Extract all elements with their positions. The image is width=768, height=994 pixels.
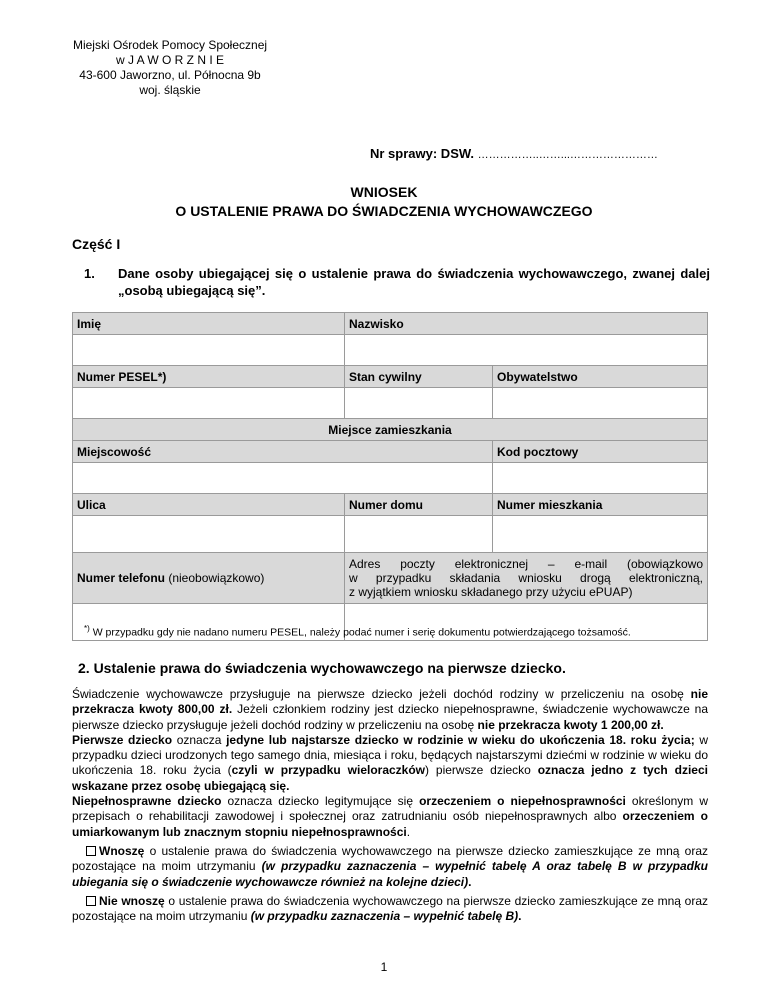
p1-text-c: Jeżeli członkiem rodziny jest dziecko niepełnosprawne, świadczenie wychowawcze na pierwsze dziecko przysługuje jeżeli dochód rodziny w przeliczeniu na osobę <box>72 702 709 732</box>
section-2-heading: 2. Ustalenie prawa do świadczenia wychowawczego na pierwsze dziecko. <box>78 660 566 676</box>
opt2-text-a: Nie wnoszę <box>99 893 165 908</box>
opt1-text-c: (w przypadku zaznaczenia – wypełnić tabelę A oraz tabelę B w przypadku ubiegania się o świadczenie wychowawcze również na kolejne dzieci) <box>72 859 709 889</box>
footnote-text: W przypadku gdy nie nadano numeru PESEL, należy podać numer i serię dokumentu potwierdzającego tożsamość. <box>89 626 631 639</box>
p3-text-c: orzeczeniem o niepełnosprawności <box>419 794 626 809</box>
section-1-number: 1. <box>84 266 95 281</box>
label-email-line-2: w przypadku składania wniosku drogą elektroniczną, <box>349 571 703 585</box>
header-line-1: Miejski Ośrodek Pomocy Społecznej <box>72 38 268 52</box>
opt2-text-d: . <box>518 909 522 924</box>
label-stan-cywilny: Stan cywilny <box>345 366 493 388</box>
input-obywatelstwo[interactable] <box>493 388 708 419</box>
p2-text-d: w przypadku dzieci urodzonych tego samego dnia, miesiąca i roku, będących najstarszymi dziećmi w rodzinie w wieku do ukończenia 18. roku życia ( <box>72 732 709 778</box>
p1-text-d: nie przekracza kwoty 1 200,00 zł. <box>477 717 664 732</box>
case-number-label: Nr sprawy: DSW. <box>370 146 475 161</box>
paragraph-disabled-child <box>72 794 708 840</box>
input-miejscowosc[interactable] <box>73 463 493 494</box>
case-number-field[interactable]: ……………..……...…………………… <box>477 149 658 161</box>
pesel-footnote <box>84 624 631 639</box>
institution-header <box>60 38 280 98</box>
input-numer-mieszkania[interactable] <box>493 516 708 553</box>
label-imie: Imię <box>73 313 345 335</box>
label-telefon-note: (nieobowiązkowo) <box>165 571 265 585</box>
p1-text-a: Świadczenie wychowawcze przysługuje na pierwsze dziecko jeżeli dochód rodziny w przeliczeniu na osobę <box>72 687 691 701</box>
opt2-text-b: o ustalenie prawa do świadczenia wychowawczego na pierwsze dziecko zamieszkujące ze mną oraz pozostające na moim utrzymaniu <box>72 893 708 924</box>
form-subtitle: O USTALENIE PRAWA DO ŚWIADCZENIA WYCHOWAWCZEGO <box>175 203 593 219</box>
paragraph-first-child <box>72 733 708 794</box>
paragraph-income <box>72 687 708 733</box>
input-nazwisko[interactable] <box>345 335 708 366</box>
input-numer-domu[interactable] <box>345 516 493 553</box>
case-number-line <box>370 146 658 161</box>
form-title: WNIOSEK <box>350 184 418 200</box>
label-obywatelstwo: Obywatelstwo <box>493 366 708 388</box>
part-heading: Część I <box>72 236 121 252</box>
option-request <box>72 844 708 890</box>
label-nazwisko: Nazwisko <box>345 313 708 335</box>
label-numer-mieszkania: Numer mieszkania <box>493 494 708 516</box>
p3-text-b: oznacza dziecko legitymujące się <box>221 794 420 809</box>
opt1-text-b: o ustalenie prawa do świadczenia wychowawczego na pierwsze dziecko zamieszkujące ze mną oraz pozostające na moim utrzymaniu <box>72 843 708 874</box>
section-1-text: Dane osoby ubiegającej się o ustalenie prawa do świadczenia wychowawczego, zwanej dalej „osobą ubiegającą się”. <box>118 266 710 298</box>
opt1-text-a: Wnoszę <box>99 843 145 858</box>
page-number: 1 <box>380 960 388 974</box>
input-ulica[interactable] <box>73 516 345 553</box>
header-line-3: 43-600 Jaworzno, ul. Północna 9b <box>79 68 261 82</box>
p2-text-c: jedyne lub najstarsze dziecko w rodzinie w wieku do ukończenia 18. roku życia; <box>226 732 695 747</box>
p3-text-a: Niepełnosprawne dziecko <box>72 794 222 809</box>
p3-text-f: . <box>406 824 411 839</box>
p2-text-g: oznacza jedno z tych dzieci wskazane przez osobę ubiegającą się. <box>72 763 708 793</box>
p2-text-a: Pierwsze dziecko <box>72 732 173 747</box>
label-email-line-1: Adres poczty elektronicznej – e-mail (obowiązkowo <box>349 557 703 571</box>
section-2-body <box>72 687 708 924</box>
checkbox-no-request[interactable] <box>86 896 96 906</box>
p1-text-b: nie przekracza kwoty 800,00 zł. <box>72 687 708 717</box>
p3-text-e: orzeczeniem o umiarkowanym lub znacznym stopniu niepełnosprawności <box>72 809 708 839</box>
applicant-data-table <box>72 312 708 641</box>
input-imie[interactable] <box>73 335 345 366</box>
label-telefon-main: Numer telefonu <box>77 571 166 585</box>
label-email <box>345 553 708 604</box>
label-miejscowosc: Miejscowość <box>73 441 493 463</box>
p2-text-f: ) pierwsze dziecko <box>425 763 538 778</box>
label-pesel: Numer PESEL*) <box>73 366 345 388</box>
input-stan-cywilny[interactable] <box>345 388 493 419</box>
input-pesel[interactable] <box>73 388 345 419</box>
option-no-request <box>72 894 708 925</box>
opt2-text-c: (w przypadku zaznaczenia – wypełnić tabelę B) <box>250 909 519 924</box>
footnote-mark: *) <box>84 624 90 633</box>
label-miejsce-zamieszkania: Miejsce zamieszkania <box>73 419 708 441</box>
p3-text-d: określonym w przepisach o rehabilitacji zawodowej i społecznej oraz zatrudnianiu osób niepełnosprawnych albo <box>72 794 708 824</box>
header-line-4: woj. śląskie <box>139 83 201 97</box>
p2-text-b: oznacza <box>172 732 227 747</box>
label-numer-domu: Numer domu <box>345 494 493 516</box>
label-email-line-3: z wyjątkiem wniosku składanego przy użyciu ePUAP) <box>349 585 633 599</box>
header-line-2: w J A W O R Z N I E <box>115 53 224 67</box>
input-kod-pocztowy[interactable] <box>493 463 708 494</box>
checkbox-request[interactable] <box>86 846 96 856</box>
p2-text-e: czyli w przypadku wieloraczków <box>231 763 426 778</box>
label-kod-pocztowy: Kod pocztowy <box>493 441 708 463</box>
label-ulica: Ulica <box>73 494 345 516</box>
opt1-text-d: . <box>468 874 472 889</box>
label-telefon <box>73 553 345 604</box>
